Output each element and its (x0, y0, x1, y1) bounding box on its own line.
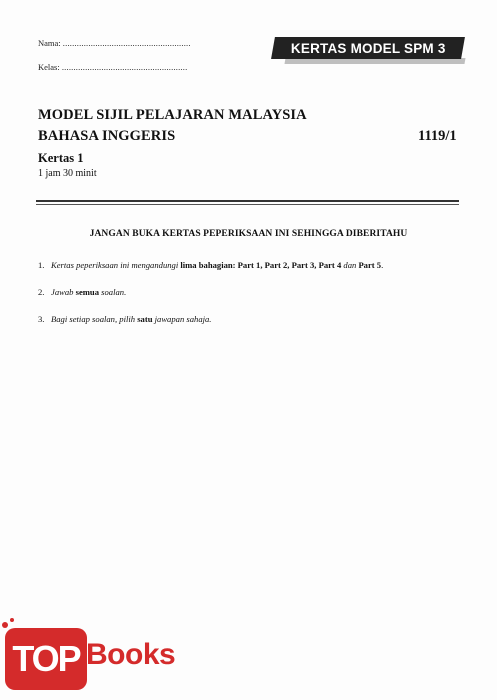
instruction-text (51, 287, 126, 297)
topbooks-logo (0, 618, 210, 700)
instruction-text (51, 260, 383, 270)
divider-thin (36, 204, 459, 205)
instruction-text-segment: satu (137, 314, 153, 324)
instruction-item (38, 286, 463, 298)
divider-thick (36, 200, 459, 202)
exam-title: MODEL SIJIL PELAJARAN MALAYSIA (38, 107, 307, 123)
instruction-item (38, 313, 463, 325)
class-label: Kelas: (38, 62, 60, 72)
class-field (38, 62, 187, 72)
series-badge-label: KERTAS MODEL SPM 3 (290, 40, 446, 56)
instruction-text-segment: Kertas peperiksaan ini mengandungi (51, 260, 181, 270)
logo-top-text: TOP (12, 638, 80, 679)
instruction-item (38, 259, 463, 271)
instruction-number: 3. (38, 314, 45, 324)
instruction-text-segment: semua (75, 287, 99, 297)
name-blank-line: ....................................................... (62, 38, 191, 48)
instruction-text (51, 314, 211, 324)
instruction-text-segment: dan (341, 260, 359, 270)
instructions-list (38, 259, 463, 340)
instruction-number: 2. (38, 287, 45, 297)
instruction-text-segment: Bagi setiap soalan, pilih (51, 314, 138, 324)
instruction-number: 1. (38, 260, 45, 270)
instruction-text-segment: . (381, 260, 384, 270)
subject-title: BAHASA INGGERIS (38, 128, 176, 144)
instruction-text-segment: Jawab (51, 287, 76, 297)
do-not-open-warning: JANGAN BUKA KERTAS PEPERIKSAAN INI SEHINGGA DIBERITAHU (89, 229, 408, 239)
logo-dot (2, 622, 8, 628)
name-label: Nama: (38, 38, 61, 48)
series-badge (271, 37, 465, 59)
logo-top-box (5, 628, 87, 690)
instruction-text-segment: jawapan sahaja. (152, 314, 212, 324)
instruction-text-segment: soalan. (99, 287, 127, 297)
instruction-text-segment: lima bahagian: Part 1, Part 2, Part 3, Part 4 (180, 260, 342, 270)
instruction-text-segment: Part 5 (358, 260, 382, 270)
class-blank-line: ...................................................... (61, 62, 188, 72)
paper-number: Kertas 1 (38, 151, 84, 165)
paper-duration: 1 jam 30 minit (38, 168, 97, 179)
name-field (38, 38, 191, 48)
paper-code: 1119/1 (418, 128, 457, 144)
logo-books-text: Books (86, 638, 176, 671)
logo-dot (10, 618, 14, 622)
